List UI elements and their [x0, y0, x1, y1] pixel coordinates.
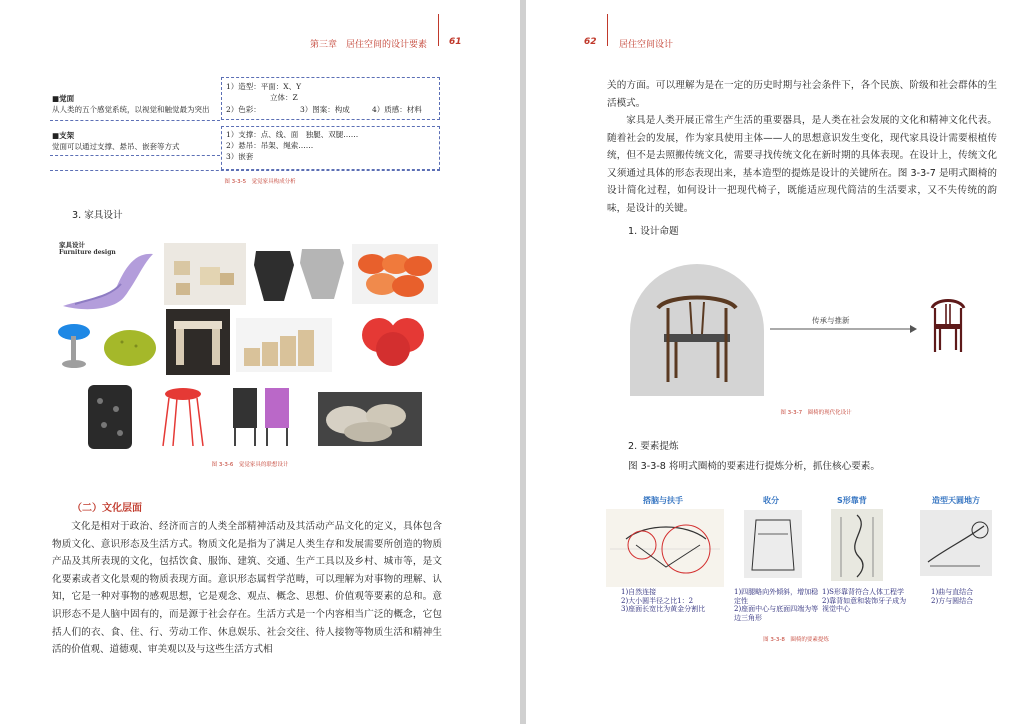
row2-desc: 觉面可以通过支撑、悬吊、嵌套等方式	[52, 142, 180, 151]
book-title-header: 居住空间设计	[619, 40, 674, 50]
header-divider	[607, 14, 608, 46]
element-extraction-intro: 图 3-3-8 将明式圈椅的要素进行提炼分析，抓住核心要素。	[628, 461, 880, 472]
armrest-sketch-image	[606, 509, 724, 587]
round-square-sketch-image	[920, 510, 992, 576]
gallery-badge-en: Furniture design	[59, 249, 116, 256]
panel-notes-taper	[734, 588, 824, 622]
black-perforated-stool-image	[80, 381, 140, 453]
continuation-paragraph: 关的方面。可以理解为是在一定的历史时期与社会条件下，各个民族、阶级和社会群体的生活模式。	[607, 80, 997, 109]
stone-seats-image	[318, 392, 422, 446]
row1-underline	[50, 120, 220, 121]
panel-title-taper: 收分	[763, 496, 779, 505]
row2-item-3: 3）嵌套	[226, 152, 254, 161]
wooden-stools-image	[164, 243, 246, 305]
page-number: 62	[584, 37, 597, 47]
figure-caption-3-3-5: 图 3-3-5 觉觉家具构成分析	[224, 179, 296, 185]
ming-armchair-image	[926, 294, 970, 356]
note: 2)座面中心与底面四端为等边三角形	[734, 605, 819, 622]
arrow-label: 传承与推新	[812, 316, 850, 325]
cardboard-side-table-image	[166, 309, 230, 375]
item-element-extraction: 2. 要素提炼	[628, 441, 679, 452]
right-page	[526, 0, 1023, 724]
note: 1)曲与直结合	[931, 588, 974, 596]
row2-item-1: 1）支撑：点、线、面 独腿、双腿……	[226, 130, 359, 139]
note: 1)S形靠背符合人体工程学	[822, 588, 904, 596]
red-flower-pouf-image	[349, 309, 439, 371]
figure-caption-3-3-8: 图 3-3-8 圈椅的要素提炼	[763, 637, 829, 643]
green-pouf-image	[100, 324, 160, 372]
red-wire-stool-image	[155, 384, 211, 450]
page-number: 61	[449, 37, 462, 47]
gallery-badge-cn: 家具设计	[59, 241, 85, 249]
figure-caption-3-3-7: 图 3-3-7 圈椅的现代化设计	[780, 410, 852, 416]
item-design-proposition: 1. 设计命题	[628, 226, 679, 237]
row2-title: ■支架	[52, 131, 75, 140]
row1-item-3: 2）色彩：	[226, 105, 261, 114]
panel-notes-s-back	[822, 588, 912, 614]
purple-lounge-chair-image	[55, 238, 160, 318]
traditional-armchair-image	[628, 262, 766, 398]
patterned-stools-image	[229, 384, 295, 450]
culture-paragraph: 文化是相对于政治、经济而言的人类全部精神活动及其活动产品文化的定义，具体包含物质文化、意识形态及生活方式。物质文化是指为了满足人类生存和发展需要所创造的物质产品及其所表现的文化，包括饮食、服饰、建筑、交通、生产工具以及乡村、城市等，是文化要素或者文化景观的物质表现方面。意识形态属哲学范畴，可以理解为对事物的理解、认知，它是一种对事物的感观思想，它是观念、观点、概念、思想、价值观等要素的总和。意识形态不是人脑中固有的，而是源于社会存在。生活方式是一个内容相当广泛的概念，它包括人们的衣、食、住、行、劳动工作、休息娱乐、社会交往、待人接物等物质生活和精神生活的价值观、道德观、审美观以及与这些生活方式相	[52, 521, 442, 656]
taper-sketch-image	[744, 510, 802, 578]
arrow-right-icon	[766, 324, 918, 334]
note: 1)四腿略向外倾斜，增加稳定性	[734, 588, 819, 605]
row2-item-2: 2）悬吊：吊架、绳索……	[226, 141, 314, 150]
section-label-furniture-design: 3. 家具设计	[72, 210, 123, 221]
row1-title: ■觉面	[52, 94, 75, 103]
panel-title-round-square: 造型天圆地方	[932, 496, 980, 505]
note: 1)自然连接	[621, 588, 657, 596]
note: 2)靠背如意和装饰牙子成为视觉中心	[822, 596, 907, 613]
note: 2)大小圆半径之比1：2	[621, 596, 694, 605]
row1-item-1: 1）造型：平面：X、Y	[226, 82, 302, 91]
chapter-header: 第三章 居住空间的设计要素	[310, 40, 428, 50]
row1-item-5: 4）质感：材料	[372, 105, 422, 114]
orange-modular-seats-image	[352, 244, 438, 304]
figure-caption-3-3-6: 图 3-3-6 觉觉家具的联想设计	[211, 462, 289, 468]
panel-title-s-back: S形靠背	[837, 496, 867, 505]
geometric-stools-image	[250, 243, 348, 305]
diagram-bottom-line	[50, 170, 440, 171]
nesting-stools-image	[236, 318, 332, 372]
blue-stool-image	[52, 322, 98, 372]
note: 2)方与圆结合	[931, 596, 974, 605]
note: 3)座面长宽比为黄金分割比	[621, 605, 706, 613]
s-back-sketch-image	[831, 509, 883, 581]
row1-desc: 从人类的五个感觉系统，以视觉和触觉最为突出	[52, 105, 210, 114]
row1-item-4: 3）图案：构成	[300, 105, 350, 114]
panel-notes-round-square	[931, 588, 1001, 605]
header-divider	[438, 14, 439, 46]
furniture-culture-paragraph: 家具是人类开展正常生产生活的重要器具，是人类在社会发展的文化和精神文化代表。随着社会的发展，作为家具使用主体——人的思想意识发生变化，现代家具设计需要根植传统，但不是去照搬传统文化，需要寻找传统文化在新时期的具体表现。在设计上，传统文化又须通过具体的形态表现出来，基本造型的提炼是设计的关键所在。图 3-3-7 是明式圈椅的设计简化过程，如何设计一把现代椅子，既能适应现代简洁的生活要求，又不失传统的韵味，是设计的关键。	[607, 115, 997, 214]
diagram-row1-text	[52, 93, 227, 115]
row1-item-2: 立体：Z	[270, 93, 298, 102]
panel-title-crest-armrest: 搭脑与扶手	[643, 496, 683, 505]
subheading-culture: （二）文化层面	[72, 503, 142, 514]
diagram-row2-text	[52, 130, 227, 152]
panel-notes-crest-armrest	[621, 588, 741, 614]
row2-underline	[50, 155, 220, 156]
